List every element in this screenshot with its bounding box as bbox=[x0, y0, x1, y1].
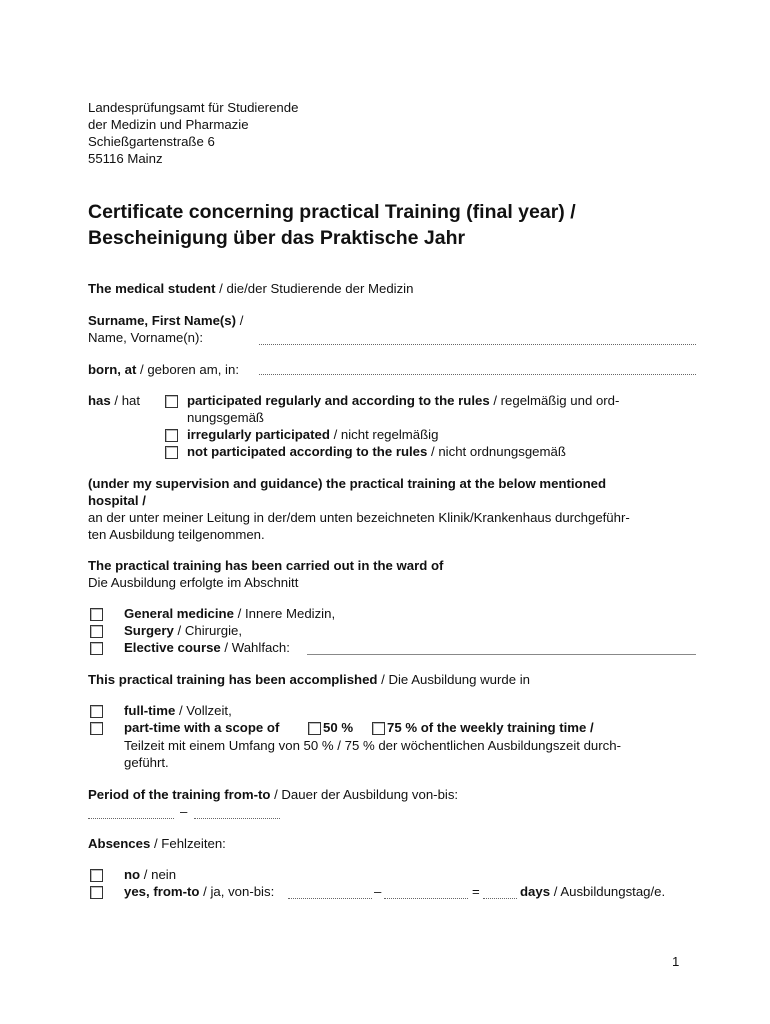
full-time-option bbox=[124, 702, 232, 719]
pct50-label: 50 % bbox=[323, 720, 354, 735]
ward-option-surgery bbox=[124, 622, 242, 639]
accomplished-label-bold: This practical training has been accomplished bbox=[88, 672, 378, 687]
period-label-bold: Period of the training from-to bbox=[88, 787, 271, 802]
part-time-bold: part-time with a scope of bbox=[124, 720, 280, 735]
ward-heading-de: Die Ausbildung erfolgte im Abschnitt bbox=[88, 575, 299, 590]
absences-no-option bbox=[124, 866, 176, 883]
part-time-checkbox[interactable] bbox=[90, 722, 103, 735]
part-time-de bbox=[124, 737, 621, 771]
page-number: 1 bbox=[672, 954, 680, 969]
supervision-line-2: hospital / bbox=[88, 493, 146, 508]
ward-opt2-rest: / Chirurgie, bbox=[173, 623, 243, 638]
participation-opt1-rest: / regelmäßig und ord- bbox=[489, 393, 620, 408]
absences-no-checkbox[interactable] bbox=[90, 869, 103, 882]
address-line-1: Landesprüfungsamt für Studierende bbox=[88, 100, 299, 115]
absences-label-bold: Absences bbox=[88, 836, 151, 851]
general-medicine-checkbox[interactable] bbox=[90, 608, 103, 621]
address-line-3: Schießgartenstraße 6 bbox=[88, 134, 215, 149]
surname-label bbox=[88, 312, 243, 346]
absences-no-bold: no bbox=[124, 867, 141, 882]
ward-heading bbox=[88, 557, 443, 591]
ward-heading-en: The practical training has been carried out in the ward of bbox=[88, 558, 444, 573]
participation-opt1-cont: nungsgemäß bbox=[187, 410, 264, 425]
part-time-option bbox=[124, 719, 279, 736]
participation-option-2 bbox=[187, 426, 438, 443]
full-time-rest: / Vollzeit, bbox=[175, 703, 232, 718]
supervision-line-4: ten Ausbildung teilgenommen. bbox=[88, 527, 265, 542]
ward-opt2-bold: Surgery bbox=[124, 623, 174, 638]
absences-yes-rest: / ja, von-bis: bbox=[199, 884, 275, 899]
absences-days-rest: / Ausbildungstag/e. bbox=[550, 884, 666, 899]
supervision-paragraph bbox=[88, 475, 630, 543]
student-label-rest: / die/der Studierende der Medizin bbox=[215, 281, 414, 296]
supervision-line-3: an der unter meiner Leitung in der/dem unten bezeichneten Klinik/Krankenhaus durchgeführ- bbox=[88, 510, 630, 525]
accomplished-label bbox=[88, 671, 530, 688]
absences-label bbox=[88, 835, 226, 852]
participation-label-rest: / hat bbox=[110, 393, 141, 408]
absences-to-field[interactable] bbox=[384, 898, 468, 899]
surname-label-rest: / bbox=[236, 313, 244, 328]
participation-opt3-rest: / nicht ordnungsgemäß bbox=[427, 444, 566, 459]
part-time-50-label bbox=[323, 719, 353, 736]
ward-opt1-rest: / Innere Medizin, bbox=[233, 606, 336, 621]
pct75-label: 75 % of the weekly training time / bbox=[387, 720, 594, 735]
ward-option-elective bbox=[124, 639, 290, 656]
ward-opt1-bold: General medicine bbox=[124, 606, 234, 621]
period-to-field[interactable] bbox=[194, 818, 280, 819]
surname-label-de: Name, Vorname(n): bbox=[88, 330, 204, 345]
title-line-2: Bescheinigung über das Praktische Jahr bbox=[88, 227, 466, 249]
ward-opt3-rest: / Wahlfach: bbox=[220, 640, 290, 655]
participation-label bbox=[88, 392, 140, 409]
participation-opt3-bold: not participated according to the rules bbox=[187, 444, 428, 459]
part-time-75-label bbox=[387, 719, 594, 736]
part-time-de-line-2: geführt. bbox=[124, 755, 169, 770]
ward-option-general-medicine bbox=[124, 605, 335, 622]
part-time-de-line-1: Teilzeit mit einem Umfang von 50 % / 75 % der wöchentlichen Ausbildungszeit durch- bbox=[124, 738, 621, 753]
surname-field[interactable] bbox=[259, 344, 696, 345]
address-line-2: der Medizin und Pharmazie bbox=[88, 117, 249, 132]
period-label bbox=[88, 786, 458, 803]
document-title bbox=[88, 199, 576, 251]
absences-no-rest: / nein bbox=[140, 867, 177, 882]
absences-equals: = bbox=[472, 884, 480, 899]
absences-label-rest: / Fehlzeiten: bbox=[150, 836, 226, 851]
participation-label-bold: has bbox=[88, 393, 111, 408]
part-time-75-checkbox[interactable] bbox=[372, 722, 385, 735]
absences-dash: – bbox=[374, 884, 382, 899]
absences-yes-checkbox[interactable] bbox=[90, 886, 103, 899]
irregularly-participated-checkbox[interactable] bbox=[165, 429, 178, 442]
born-label bbox=[88, 361, 239, 378]
ward-opt3-bold: Elective course bbox=[124, 640, 221, 655]
address-block bbox=[88, 99, 298, 167]
born-label-rest: / geboren am, in: bbox=[136, 362, 239, 377]
address-line-4: 55116 Mainz bbox=[88, 151, 163, 166]
participation-opt2-bold: irregularly participated bbox=[187, 427, 330, 442]
participation-option-1 bbox=[187, 392, 619, 426]
supervision-line-1: (under my supervision and guidance) the practical training at the below mentioned bbox=[88, 476, 607, 491]
born-field[interactable] bbox=[259, 374, 696, 375]
absences-days-label bbox=[520, 883, 665, 900]
full-time-bold: full-time bbox=[124, 703, 176, 718]
absences-days-bold: days bbox=[520, 884, 551, 899]
participation-opt1-bold: participated regularly and according to the rules bbox=[187, 393, 490, 408]
period-label-rest: / Dauer der Ausbildung von-bis: bbox=[270, 787, 459, 802]
period-from-field[interactable] bbox=[88, 818, 174, 819]
surgery-checkbox[interactable] bbox=[90, 625, 103, 638]
elective-course-field[interactable] bbox=[307, 654, 696, 655]
participated-regularly-checkbox[interactable] bbox=[165, 395, 178, 408]
born-label-bold: born, at bbox=[88, 362, 137, 377]
absences-from-field[interactable] bbox=[288, 898, 372, 899]
period-dash: – bbox=[180, 804, 188, 819]
part-time-50-checkbox[interactable] bbox=[308, 722, 321, 735]
title-line-1: Certificate concerning practical Training (final year) / bbox=[88, 201, 576, 223]
elective-course-checkbox[interactable] bbox=[90, 642, 103, 655]
participation-opt2-rest: / nicht regelmäßig bbox=[329, 427, 439, 442]
absences-yes-option bbox=[124, 883, 274, 900]
participation-option-3 bbox=[187, 443, 566, 460]
accomplished-label-rest: / Die Ausbildung wurde in bbox=[377, 672, 530, 687]
student-label-bold: The medical student bbox=[88, 281, 216, 296]
absences-yes-bold: yes, from-to bbox=[124, 884, 200, 899]
full-time-checkbox[interactable] bbox=[90, 705, 103, 718]
absences-days-field[interactable] bbox=[483, 898, 517, 899]
surname-label-bold: Surname, First Name(s) bbox=[88, 313, 237, 328]
not-participated-checkbox[interactable] bbox=[165, 446, 178, 459]
student-label bbox=[88, 280, 413, 297]
